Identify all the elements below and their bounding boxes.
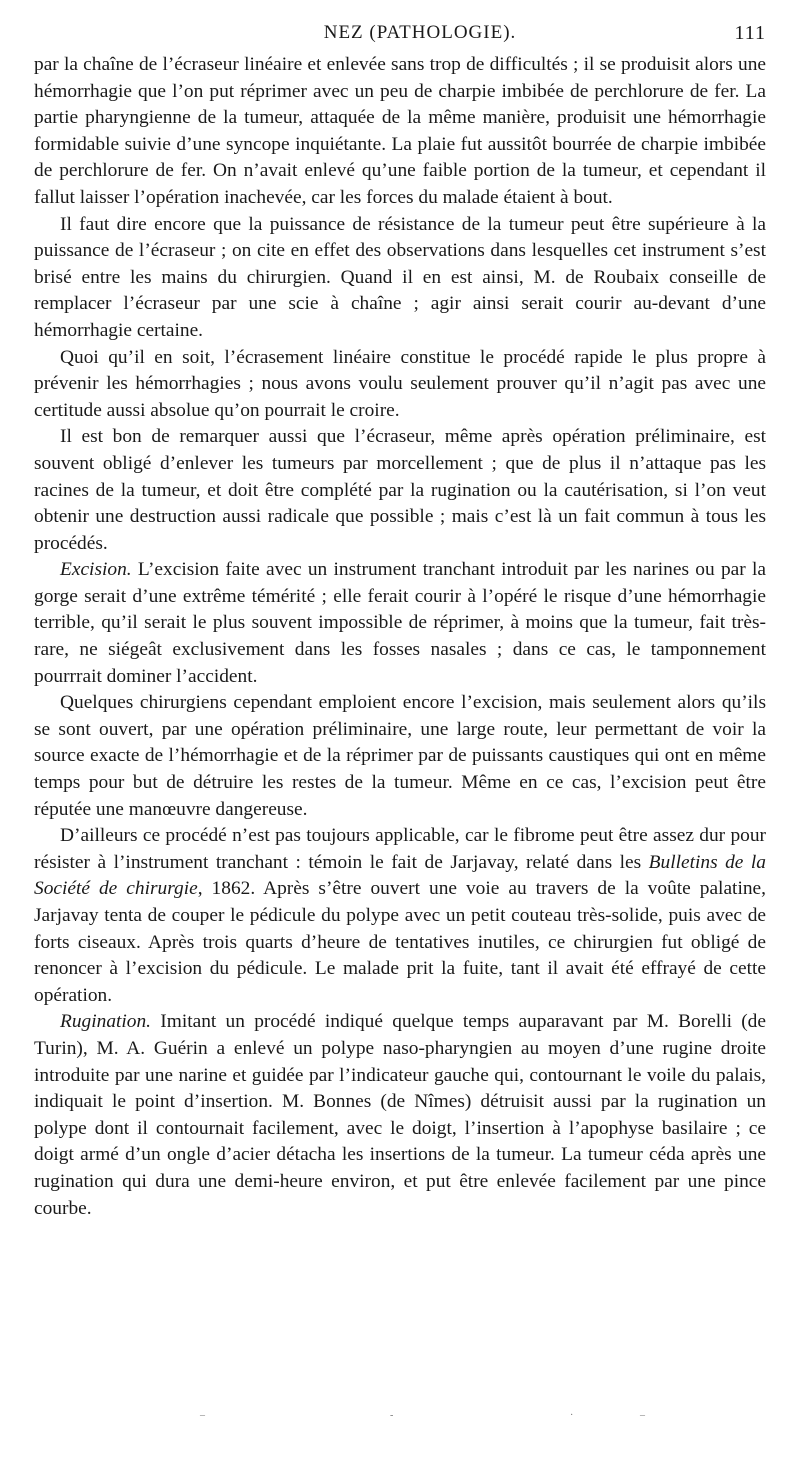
paragraph-text: Quelques chirurgiens cependant emploient encore l’excision, mais seulement alors qu’ils se sont ouvert, par une opération préliminaire, une large route, leur permettant de voir la source exacte de l’hémorrhagie et de la réprimer par de puissants caustiques qui ont en même temps pour but de détruire les restes de la tumeur. Même en ce cas, l’excision peut être réputée une manœuvre dangereuse. [34,692,766,820]
cited-journal: Bulletins de la Société de chirurgie [34,851,766,900]
paragraph-text: Il faut dire encore que la puissance de résistance de la tumeur peut être supérieure à la puissance de l’écraseur ; on cite en effet des observations dans lesquelles cet instrument s’est brisé entre les mains du chirurgien. Quand il en est ainsi, M. de Roubaix conseille de remplacer l’écraseur par une scie à chaîne ; agir ainsi serait courir au-devant d’une hémorrhagie certaine. [34,213,766,341]
paragraph-text: Quoi qu’il en soit, l’écrasement linéaire constitue le procédé rapide le plus propre à prévenir les hémorrhagies ; nous avons voulu seulement prouver qu’il n’agit pas avec une certitude aussi absolue qu’on pourrait le croire. [34,346,766,421]
paragraph-text: Imitant un procédé indiqué quelque temps auparavant par M. Borelli (de Turin), M. A. Guérin a enlevé un polype naso-pharyngien au moyen d’une rugine droite introduite par une narine et guidée par l’indicateur gauche qui, contournant le voile du palais, indiquait le point d’insertion. M. Bonnes (de Nîmes) détruisit aussi par la rugination un polype dont il contournait facilement, avec le doigt, l’insertion à l’apophyse basilaire ; ce doigt armé d’un ongle d’acier détacha les insertions de la tumeur. La tumeur céda après une rugination qui dura une demi-heure environ, et put être enlevée facilement par une pince courbe. [34,1011,766,1219]
body-text [34,52,766,1222]
scan-speck: – [200,1410,205,1421]
paragraph-2 [34,212,766,345]
page-number: 111 [734,22,766,44]
paragraph-text: L’excision faite avec un instrument tranchant introduit par les narines ou par la gorge serait d’une extrême témérité ; elle ferait courir à l’opéré le risque d’une hémorrhagie terrible, qu’il serait le plus souvent impossible de réprimer, à moins que la tumeur, fait très-rare, ne siégeât exclusivement dans les fosses nasales ; dans ce cas, le tamponnement pourrrait dominer l’accident. [34,559,766,687]
scan-footer-marks [0,1410,800,1430]
paragraph-rugination [34,1009,766,1222]
paragraph-text: par la chaîne de l’écraseur linéaire et enlevée sans trop de difficultés ; il se produisit alors une hémorrhagie que l’on put réprimer avec un peu de charpie imbibée de perchlorure de fer. La partie pharyngienne de la tumeur, attaquée de la même manière, produisit une hémorrhagie formidable suivie d’une syncope inquiétante. La plaie fut aussitôt bourrée de charpie imbibée de perchlorure de fer. On n’avait enlevé qu’une faible portion de la tumeur, et cependant il fallut laisser l’opération inachevée, car les forces du malade étaient à bout. [34,54,766,208]
running-head-title: NEZ (PATHOLOGIE). [323,22,517,43]
section-lead-excision: Excision. [60,559,132,581]
scan-speck: – [640,1410,645,1421]
paragraph-3 [34,345,766,425]
scan-speck: - [390,1410,394,1421]
scan-speck: · [570,1410,574,1421]
book-page [34,22,766,1222]
paragraph-7 [34,823,766,1009]
paragraph-text: , 1862. Après s’être ouvert une voie au travers de la voûte palatine, Jarjavay tenta de couper le pédicule du polype avec un petit couteau très-solide, puis avec de forts ciseaux. Après trois quarts d’heure de tentatives inutiles, ce chirurgien fut obligé de renoncer à l’excision du pédicule. Le malade prit la fuite, tant il avait été effrayé de cette opération. [34,878,766,1006]
paragraph-4 [34,424,766,557]
paragraph-6 [34,690,766,823]
paragraph-1 [34,52,766,212]
paragraph-text: Il est bon de remarquer aussi que l’écraseur, même après opération préliminaire, est souvent obligé d’enlever les tumeurs par morcellement ; que de plus il n’attaque pas les racines de la tumeur, et doit être complété par la rugination ou la cautérisation, si l’on veut obtenir une destruction aussi radicale que possible ; mais c’est là un fait commun à tous les procédés. [34,426,766,554]
section-lead-rugination: Rugination. [60,1011,152,1033]
paragraph-excision [34,557,766,690]
running-head [34,22,766,52]
paragraph-text: D’ailleurs ce procédé n’est pas toujours applicable, car le fibrome peut être assez dur pour résister à l’instrument tranchant : témoin le fait de Jarjavay, relaté dans les [34,825,766,873]
